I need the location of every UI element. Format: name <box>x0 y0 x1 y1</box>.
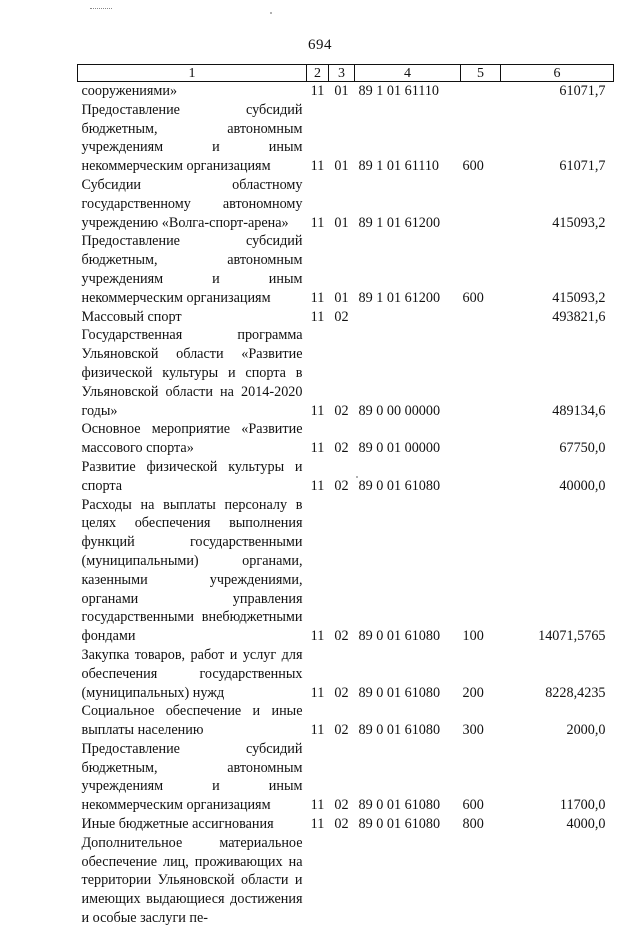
row-subsection: 02 <box>334 797 349 814</box>
row-target: 89 0 01 61080 <box>358 816 441 833</box>
table-row <box>78 420 614 458</box>
row-expense-type <box>461 326 501 420</box>
row-amount: 61071,7 <box>559 158 606 175</box>
row-target: 89 0 01 61080 <box>358 797 441 814</box>
row-target: 89 0 01 61080 <box>358 684 441 701</box>
header-cell-subsection: 3 <box>329 65 355 82</box>
row-amount: 4000,0 <box>566 816 606 833</box>
row-section: 11 <box>310 402 325 419</box>
row-expense-type: 800 <box>462 816 484 833</box>
table-row <box>78 740 614 815</box>
row-section: 11 <box>310 83 325 99</box>
row-section: 11 <box>310 684 325 701</box>
row-name: Массовый спорт <box>81 308 182 325</box>
row-amount: 40000,0 <box>559 477 606 494</box>
header-cell-expense-type: 5 <box>461 65 501 82</box>
header-cell-amount: 6 <box>501 65 614 82</box>
header-cell-target: 4 <box>355 65 461 82</box>
table-row <box>78 176 614 232</box>
row-expense-type: 600 <box>462 158 484 175</box>
row-name: Основное мероприятие «Развитие массового спорта» <box>81 421 303 457</box>
scan-artifact <box>90 8 112 12</box>
table-row <box>78 308 614 327</box>
row-name: сооружениями» <box>81 83 178 99</box>
table-row <box>78 101 614 176</box>
budget-table <box>77 64 614 928</box>
row-subsection: 02 <box>334 722 349 739</box>
row-section: 11 <box>310 477 325 494</box>
header-cell-name: 1 <box>78 65 307 82</box>
row-target: 89 1 01 61200 <box>358 289 441 306</box>
row-target: 89 1 01 61110 <box>358 158 440 175</box>
row-section: 11 <box>310 214 325 231</box>
row-target: 89 0 01 61080 <box>358 722 441 739</box>
row-section: 11 <box>310 797 325 814</box>
row-amount: 493821,6 <box>552 308 606 325</box>
row-section <box>307 834 329 928</box>
row-subsection: 02 <box>334 440 349 457</box>
row-target: 89 0 01 61080 <box>358 628 441 645</box>
row-target: 89 0 00 00000 <box>358 402 441 419</box>
row-subsection: 02 <box>334 628 349 645</box>
row-expense-type <box>461 834 501 928</box>
table-row <box>78 646 614 702</box>
row-expense-type <box>461 308 501 327</box>
row-subsection: 02 <box>334 477 349 494</box>
row-amount: 2000,0 <box>566 722 606 739</box>
row-name: Предоставление субсидий бюджетным, автономным учреждениям и иным некоммерческим организациям <box>81 740 303 814</box>
table-row <box>78 232 614 307</box>
row-section: 11 <box>310 628 325 645</box>
row-section: 11 <box>310 816 325 833</box>
table-row <box>78 815 614 834</box>
row-amount: 489134,6 <box>552 402 606 419</box>
row-amount: 11700,0 <box>559 797 606 814</box>
row-target: 89 0 01 61080 <box>358 477 441 494</box>
row-expense-type <box>461 420 501 458</box>
row-expense-type: 100 <box>462 628 484 645</box>
row-target: 89 0 01 00000 <box>358 440 441 457</box>
row-subsection: 01 <box>334 289 349 306</box>
table-row <box>78 496 614 646</box>
row-subsection: 02 <box>334 816 349 833</box>
row-subsection: 01 <box>334 158 349 175</box>
header-row <box>78 65 614 82</box>
table-row <box>78 702 614 740</box>
header-cell-section: 2 <box>307 65 329 82</box>
row-section: 11 <box>310 158 325 175</box>
row-name: Развитие физической культуры и спорта <box>81 458 303 494</box>
row-name: Закупка товаров, работ и услуг для обеспечения государственных (муниципальных) нужд <box>81 646 303 701</box>
row-expense-type <box>461 176 501 232</box>
row-section: 11 <box>310 289 325 306</box>
row-subsection: 02 <box>334 308 349 325</box>
row-subsection: 02 <box>334 402 349 419</box>
row-amount: 61071,7 <box>559 83 606 99</box>
row-amount: 67750,0 <box>559 440 606 457</box>
row-subsection: 01 <box>334 214 349 231</box>
row-name: Дополнительное материальное обеспечение лиц, проживающих на территории Ульяновской области и имеющих выдающиеся достижения и особые заслуги пе- <box>81 834 303 927</box>
row-subsection <box>329 834 355 928</box>
row-name: Предоставление субсидий бюджетным, автономным учреждениям и иным некоммерческим организациям <box>81 101 303 175</box>
row-target <box>355 308 461 327</box>
row-name: Иные бюджетные ассигнования <box>81 816 274 833</box>
row-name: Субсидии областному государственному автономному учреждению «Волга-спорт-арена» <box>81 176 303 231</box>
row-name: Предоставление субсидий бюджетным, автономным учреждениям и иным некоммерческим организациям <box>81 233 303 306</box>
row-expense-type: 600 <box>462 289 484 306</box>
row-target: 89 1 01 61110 <box>358 83 440 99</box>
table-body <box>78 82 614 928</box>
row-expense-type <box>461 458 501 496</box>
row-name: Государственная программа Ульяновской области «Развитие физической культуры и спорта в Ульяновской области на 2014-2020 годы» <box>81 327 303 419</box>
row-subsection: 02 <box>334 684 349 701</box>
row-expense-type <box>461 82 501 101</box>
row-section: 11 <box>310 722 325 739</box>
row-amount <box>501 834 614 928</box>
page-number: 694 <box>308 37 332 53</box>
row-section: 11 <box>310 440 325 457</box>
row-amount: 8228,4235 <box>545 684 606 701</box>
table-row <box>78 326 614 420</box>
scan-artifact <box>270 12 272 14</box>
row-expense-type: 300 <box>462 722 484 739</box>
row-expense-type: 200 <box>462 684 484 701</box>
table-row <box>78 834 614 928</box>
row-amount: 415093,2 <box>552 289 606 306</box>
row-section: 11 <box>310 308 325 325</box>
table-row <box>78 82 614 101</box>
row-amount: 415093,2 <box>552 214 606 231</box>
row-target <box>355 834 461 928</box>
row-target: 89 1 01 61200 <box>358 214 441 231</box>
row-expense-type: 600 <box>462 797 484 814</box>
row-name: Расходы на выплаты персоналу в целях обеспечения выполнения функций государственными (муниципальными) органами, казенными учреждениями, органами управления государственными внебюджетными фондами <box>81 496 303 645</box>
table-header <box>78 65 614 82</box>
row-amount: 14071,5765 <box>538 628 606 645</box>
row-name: Социальное обеспечение и иные выплаты населению <box>81 703 303 739</box>
table-row <box>78 458 614 496</box>
row-subsection: 01 <box>334 83 349 99</box>
